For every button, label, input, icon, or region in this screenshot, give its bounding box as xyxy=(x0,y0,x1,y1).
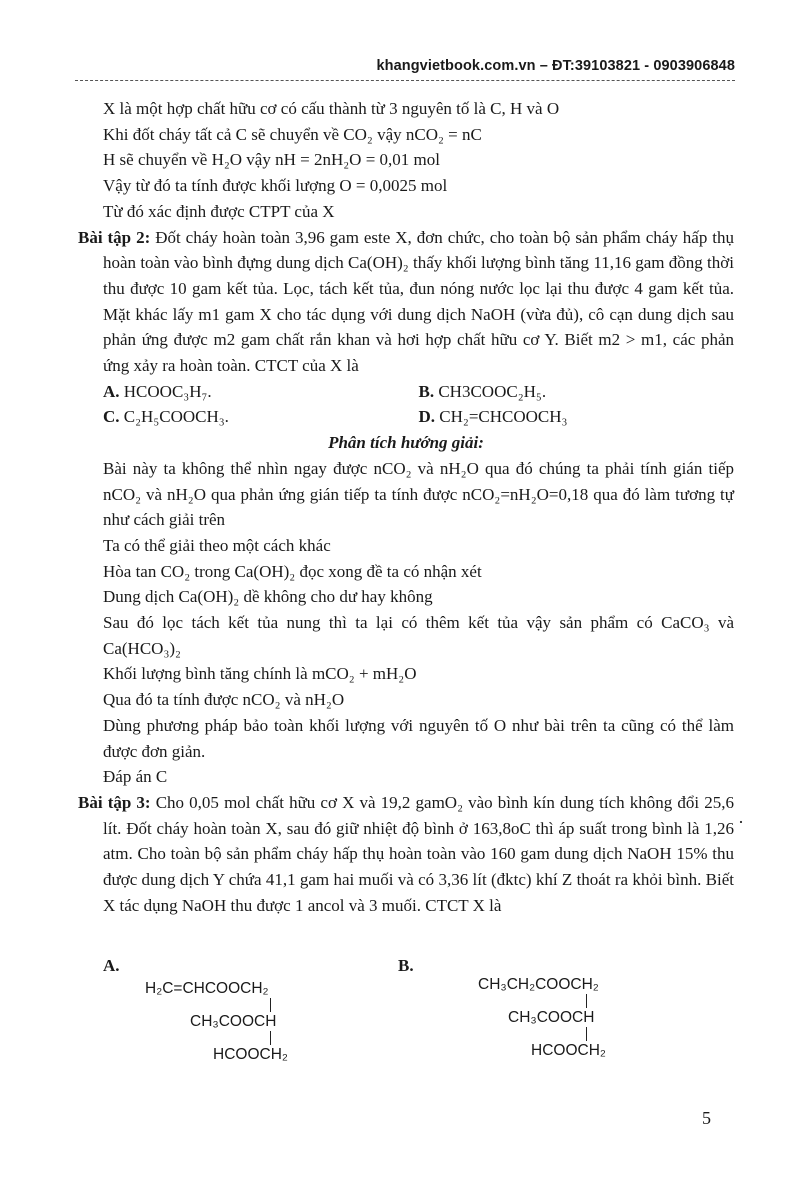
exercise-3-text: Cho 0,05 mol chất hữu cơ X và 19,2 gamO₂ vào bình kín dung tích không đổi 25,6 lít. Đốt cháy hoàn toàn X, sau đó giữ nhiệt độ bình ở 163,8oC thì áp suất trong bình là 1,26 atm. Cho toàn bộ sản phẩm cháy hấp thụ hoàn toàn vào 160 gam dung dịch NaOH 15% thu được dung dịch Y chứa 41,1 gam hai muối và có 3,36 lít (đktc) khí Z thoát ra khỏi bình. Biết X tác dụng NaOH thu được 1 ancol và 3 muối. CTCT X là xyxy=(103,792,734,915)
option-d xyxy=(419,404,735,430)
structure-a-line3: HCOOCH₂ xyxy=(213,1046,288,1063)
exercise-2-options xyxy=(78,379,734,430)
option-text: HCOOC₃H₇. xyxy=(119,381,212,401)
intro-line: H sẽ chuyển về H₂O vậy nH = 2nH₂O = 0,01 mol xyxy=(103,150,440,170)
structure-b-bond2 xyxy=(586,1027,587,1041)
exercise-3 xyxy=(78,790,734,919)
intro-line: Từ đó xác định được CTPT của X xyxy=(103,201,335,221)
page-content xyxy=(78,96,734,919)
intro-line: X là một hợp chất hữu cơ có cấu thành từ 3 nguyên tố là C, H và O xyxy=(103,99,560,118)
analysis-paragraph: Hòa tan CO₂ trong Ca(OH)₂ đọc xong đề ta có nhận xét xyxy=(103,561,482,581)
option-text: C₂H₅COOCH₃. xyxy=(119,407,229,427)
structure-a-bond1 xyxy=(270,998,271,1012)
structure-a-label: A. xyxy=(103,956,120,975)
structure-b-bond1 xyxy=(586,994,587,1008)
option-letter: C. xyxy=(103,407,120,427)
analysis-paragraph: Qua đó ta tính được nCO₂ và nH₂O xyxy=(103,690,345,710)
page-header: khangvietbook.com.vn – ĐT:39103821 - 0903906848 xyxy=(376,58,735,74)
exercise-3-label: Bài tập 3: xyxy=(78,792,151,812)
structure-a-bond2 xyxy=(270,1031,271,1045)
analysis-title: Phân tích hướng giải: xyxy=(328,433,484,453)
analysis-paragraph: Dung dịch Ca(OH)₂ dề không cho dư hay không xyxy=(103,587,433,607)
structure-b-line2: CH₃COOCH xyxy=(508,1009,595,1026)
analysis-paragraph: Bài này ta không thể nhìn ngay được nCO₂ và nH₂O qua đó chúng ta phải tính gián tiếp nCO₂ và nH₂O qua phản ứng gián tiếp ta tính được nCO₂=nH₂O=0,18 qua đó làm tương tự như cách giải trên xyxy=(103,458,734,530)
structure-a-line2: CH₃COOCH xyxy=(190,1013,277,1030)
structure-b-label: B. xyxy=(398,956,414,975)
option-text: CH3COOC₂H₅. xyxy=(434,381,547,401)
analysis-paragraph: Dùng phương pháp bảo toàn khối lượng với nguyên tố O như bài trên ta cũng có thể làm được đơn giản. xyxy=(103,715,734,761)
exercise-2-label: Bài tập 2: xyxy=(78,227,151,247)
answer-line: Đáp án C xyxy=(103,767,168,787)
option-letter: A. xyxy=(103,381,120,401)
intro-line: Khi đốt cháy tất cả C sẽ chuyển về CO₂ vậy nCO₂ = nC xyxy=(103,124,482,144)
option-b xyxy=(419,379,735,405)
option-text: CH₂=CHCOOCH₃ xyxy=(435,407,568,427)
exercise-2-text: Đốt cháy hoàn toàn 3,96 gam este X, đơn chức, cho toàn bộ sản phẩm cháy hấp thụ hoàn toàn vào bình đựng dung dịch Ca(OH)₂ thấy khối lượng bình tăng 11,16 gam đồng thời thu được 10 gam kết tủa. Lọc, tách kết tủa, đun nóng nước lọc lại thu được 4 gam kết tủa. Mặt khác lấy m1 gam X cho tác dụng với dung dịch NaOH (vừa đủ), cô cạn dung dịch sau phản ứng được m2 gam chất rắn khan và hơi hợp chất hữu cơ Y. Biết m2 > m1, các phản ứng xảy ra hoàn toàn. CTCT của X là xyxy=(103,227,735,376)
option-letter: B. xyxy=(418,381,435,401)
analysis-paragraph: Khối lượng bình tăng chính là mCO₂ + mH₂O xyxy=(103,664,417,684)
option-a xyxy=(103,379,419,405)
margin-mark: · xyxy=(738,812,744,832)
header-divider xyxy=(75,80,735,81)
option-c xyxy=(103,404,419,430)
intro-line: Vậy từ đó ta tính được khối lượng O = 0,0025 mol xyxy=(103,176,448,196)
structure-a-line1: H₂C=CHCOOCH₂ xyxy=(145,980,269,997)
page-number: 5 xyxy=(702,1108,711,1128)
analysis-paragraph: Sau đó lọc tách kết tủa nung thì ta lại có thêm kết tủa vậy sản phẩm có CaCO₃ và Ca(HCO₃)₂ xyxy=(103,613,734,658)
structure-b-line3: HCOOCH₂ xyxy=(531,1042,606,1059)
option-letter: D. xyxy=(418,407,436,427)
structure-b-line1: CH₃CH₂COOCH₂ xyxy=(478,976,599,993)
exercise-2 xyxy=(78,225,734,379)
analysis-paragraph: Ta có thể giải theo một cách khác xyxy=(103,535,331,555)
